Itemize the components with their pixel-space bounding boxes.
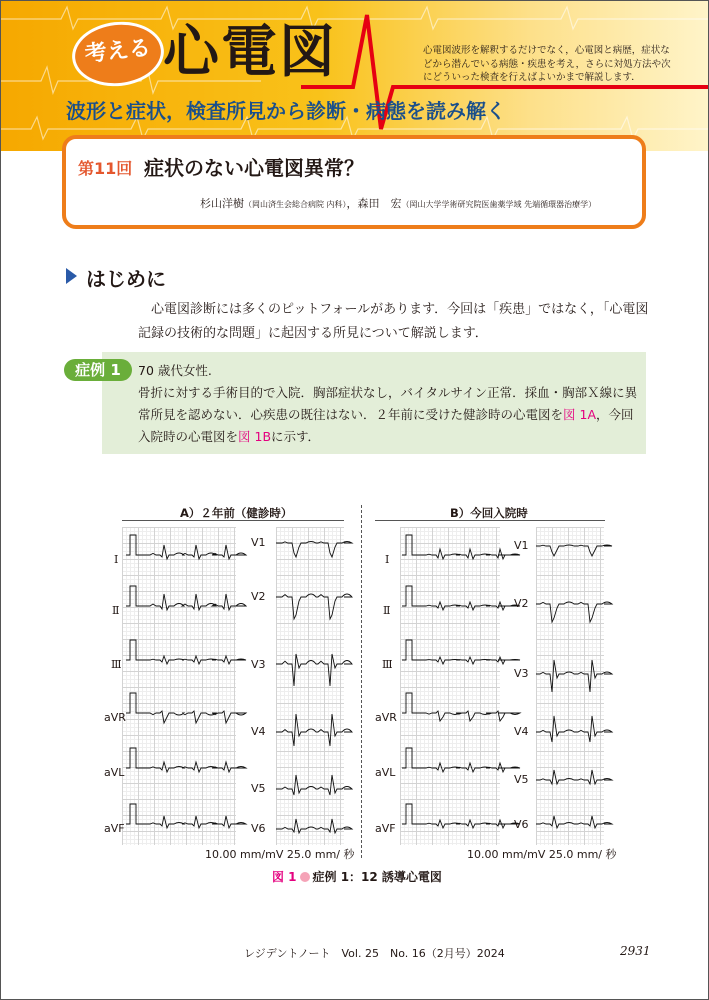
lead-label-a-v3: V3	[251, 658, 266, 671]
case-history-text-1: 骨折に対する手術目的で入院．胸部症状なし，バイタルサイン正常．採血・胸部Ｘ線に異常所見を認めない．心疾患の既往はない．２年前に受けた健診時の心電図を	[138, 385, 638, 422]
journal-footer: レジデントノート Vol. 25 No. 16（2月号）2024	[244, 947, 505, 960]
case-patient: 70 歳代女性.	[138, 363, 212, 378]
episode-number: 第11回	[78, 159, 133, 178]
figure-caption	[272, 868, 442, 885]
scale-label-b: 10.00 mm/mV 25.0 mm/ 秒	[467, 848, 617, 861]
ecg-trace-b-avr	[402, 693, 520, 721]
page-number: 2931	[620, 944, 651, 958]
ecg-trace-b-v5	[536, 770, 612, 784]
ecg-trace-a-v3	[276, 654, 352, 686]
author-2-name: 森田 宏	[357, 197, 402, 210]
figure-reference-1b[interactable]: 図 1B	[238, 429, 272, 444]
lead-label-b-v5: V5	[514, 773, 529, 786]
scale-label-a: 10.00 mm/mV 25.0 mm/ 秒	[205, 848, 355, 861]
lead-label-b-v1: V1	[514, 539, 529, 552]
intro-paragraph: 心電図診断には多くのピットフォールがあります．今回は「疾患」ではなく，「心電図記録の技術的な問題」に起因する所見について解説します．	[138, 302, 649, 341]
lead-label-a-v6: V6	[251, 822, 266, 835]
ecg-trace-b-v2	[536, 602, 612, 622]
ecg-trace-b-iii	[402, 640, 520, 664]
lead-label-b-v6: V6	[514, 818, 529, 831]
lead-label-a-avr: aVR	[104, 711, 126, 724]
lead-label-b-avf: aVF	[375, 822, 396, 835]
lead-label-a-i: Ⅰ	[114, 553, 119, 566]
ecg-trace-a-v6	[276, 819, 352, 833]
figure-caption-text: 症例 1：12 誘導心電図	[312, 870, 442, 884]
lead-label-b-avr: aVR	[375, 711, 397, 724]
case-label: 症例 1	[64, 359, 132, 381]
ecg-trace-a-avr	[126, 693, 246, 723]
ecg-trace-a-i	[126, 535, 246, 559]
author-separator: ，	[346, 197, 358, 210]
panel-b-title: B）今回入院時	[450, 506, 528, 520]
lead-label-a-avf: aVF	[104, 822, 125, 835]
lead-label-a-v1: V1	[251, 536, 266, 549]
ecg-trace-a-v5	[276, 775, 352, 795]
article-title: 症状のない心電図異常？	[144, 156, 364, 180]
ecg-trace-b-v1	[536, 545, 612, 556]
ecg-trace-b-v4	[536, 716, 612, 742]
ecg-trace-b-v3	[536, 660, 612, 692]
kangaeru-badge: 考える	[69, 17, 167, 90]
lead-label-a-v4: V4	[251, 725, 266, 738]
section-heading: はじめに	[86, 267, 166, 291]
lead-label-b-ii: Ⅱ	[383, 604, 391, 617]
lead-label-b-v4: V4	[514, 725, 529, 738]
panel-a-title: A）２年前（健診時）	[180, 506, 293, 520]
author-1-affiliation: （岡山済生会総合病院 内科）	[244, 200, 347, 209]
figure-caption-number: 図 1	[272, 870, 297, 884]
lead-label-b-v2: V2	[514, 597, 529, 610]
lead-label-b-i: Ⅰ	[385, 553, 390, 566]
series-subtitle: 波形と症状，検査所見から診断・病態を読み解く	[66, 99, 506, 123]
lead-label-b-avl: aVL	[375, 766, 396, 779]
series-description: 心電図波形を解釈するだけでなく，心電図と病歴，症状などから潜んでいる病態・疾患を考え，さらに対処方法や次にどういった検査を行えばよいかまで解説します．	[423, 45, 671, 83]
ecg-trace-a-iii	[126, 640, 246, 664]
ecg-trace-a-v2	[276, 594, 352, 619]
ecg-trace-b-avl	[402, 748, 520, 772]
ecg-trace-b-i	[402, 535, 520, 559]
lead-label-b-v3: V3	[514, 667, 529, 680]
caption-dot-icon	[300, 872, 310, 882]
lead-label-a-ii: Ⅱ	[112, 604, 120, 617]
lead-label-a-v5: V5	[251, 782, 266, 795]
ecg-trace-b-v6	[536, 816, 612, 828]
lead-label-b-iii: Ⅲ	[382, 658, 393, 671]
ecg-trace-a-avl	[126, 748, 246, 772]
lead-label-a-v2: V2	[251, 590, 266, 603]
lead-label-a-iii: Ⅲ	[111, 658, 122, 671]
author-2-affiliation: （岡山大学学術研究院医歯薬学域 先端循環器治療学）	[401, 200, 597, 209]
ecg-trace-a-v1	[276, 542, 352, 558]
series-title: 心電図	[163, 20, 337, 85]
ecg-trace-a-avf	[126, 804, 246, 828]
ecg-trace-b-ii	[402, 586, 520, 610]
ecg-trace-a-ii	[126, 586, 246, 610]
figure-reference-1a[interactable]: 図 1A	[563, 407, 596, 422]
ecg-trace-b-avf	[402, 804, 520, 828]
lead-label-a-avl: aVL	[104, 766, 125, 779]
case-history-text-3: に示す．	[271, 429, 321, 444]
ecg-trace-a-v4	[276, 714, 352, 746]
author-1-name: 杉山洋樹	[200, 197, 244, 210]
case-history-text-2: ，今回入院時の心電図を	[138, 407, 634, 444]
